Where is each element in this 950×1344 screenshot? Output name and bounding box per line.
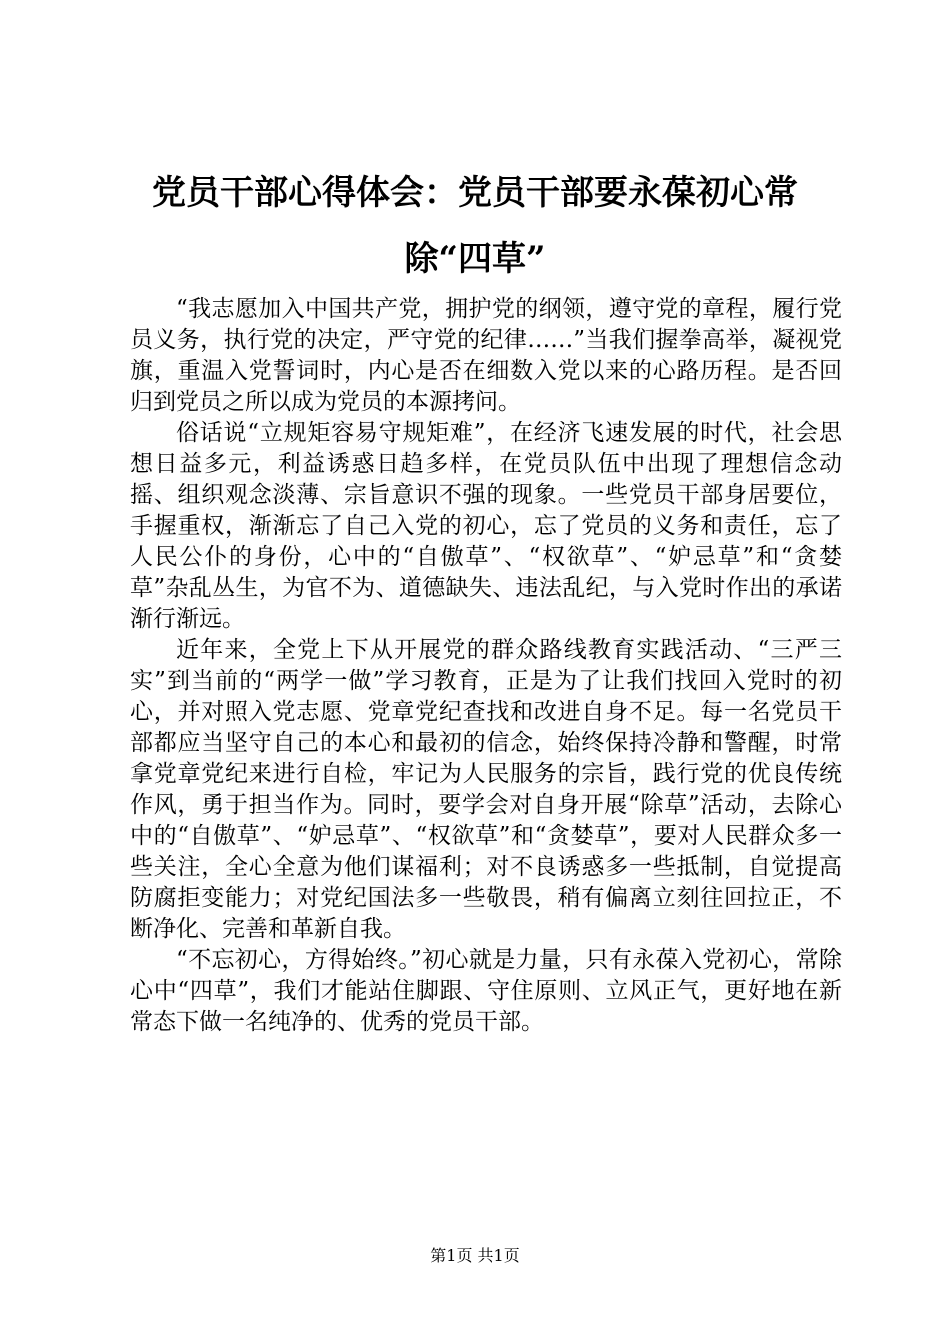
document-body bbox=[130, 294, 842, 1038]
page-footer: 第1页 共1页 bbox=[430, 1246, 520, 1265]
paragraph-2: 俗话说“立规矩容易守规矩难”，在经济飞速发展的时代，社会思想日益多元，利益诱惑日趋多样，在党员队伍中出现了理想信念动摇、组织观念淡薄、宗旨意识不强的现象。一些党员干部身居要位，手握重权，渐渐忘了自己入党的初心，忘了党员的义务和责任，忘了人民公仆的身份，心中的“自傲草”、“权欲草”、“妒忌草”和“贪婪草”杂乱丛生，为官不为、道德缺失、违法乱纪，与入党时作出的承诺渐行渐远。 bbox=[130, 420, 842, 632]
paragraph-4: “不忘初心，方得始终。”初心就是力量，只有永葆入党初心，常除心中“四草”，我们才能站住脚跟、守住原则、立风正气，更好地在新常态下做一名纯净的、优秀的党员干部。 bbox=[130, 947, 842, 1035]
document-title: 党员干部心得体会：党员干部要永葆初心常除“四草” bbox=[152, 173, 798, 279]
paragraph-3: 近年来，全党上下从开展党的群众路线教育实践活动、“三严三实”到当前的“两学一做”学习教育，正是为了让我们找回入党时的初心，并对照入党志愿、党章党纪查找和改进自身不足。每一名党员干部都应当坚守自己的本心和最初的信念，始终保持冷静和警醒，时常拿党章党纪来进行自检，牢记为人民服务的宗旨，践行党的优良传统作风，勇于担当作为。同时，要学会对自身开展“除草”活动，去除心中的“自傲草”、“妒忌草”、“权欲草”和“贪婪草”，要对人民群众多一些关注，全心全意为他们谋福利；对不良诱惑多一些抵制，自觉提高防腐拒变能力；对党纪国法多一些敬畏，稍有偏离立刻往回拉正，不断净化、完善和革新自我。 bbox=[130, 637, 842, 942]
paragraph-1: “我志愿加入中国共产党，拥护党的纲领，遵守党的章程，履行党员义务，执行党的决定，严守党的纪律……”当我们握拳高举，凝视党旗，重温入党誓词时，内心是否在细数入党以来的心路历程。是否回归到党员之所以成为党员的本源拷问。 bbox=[130, 296, 842, 415]
